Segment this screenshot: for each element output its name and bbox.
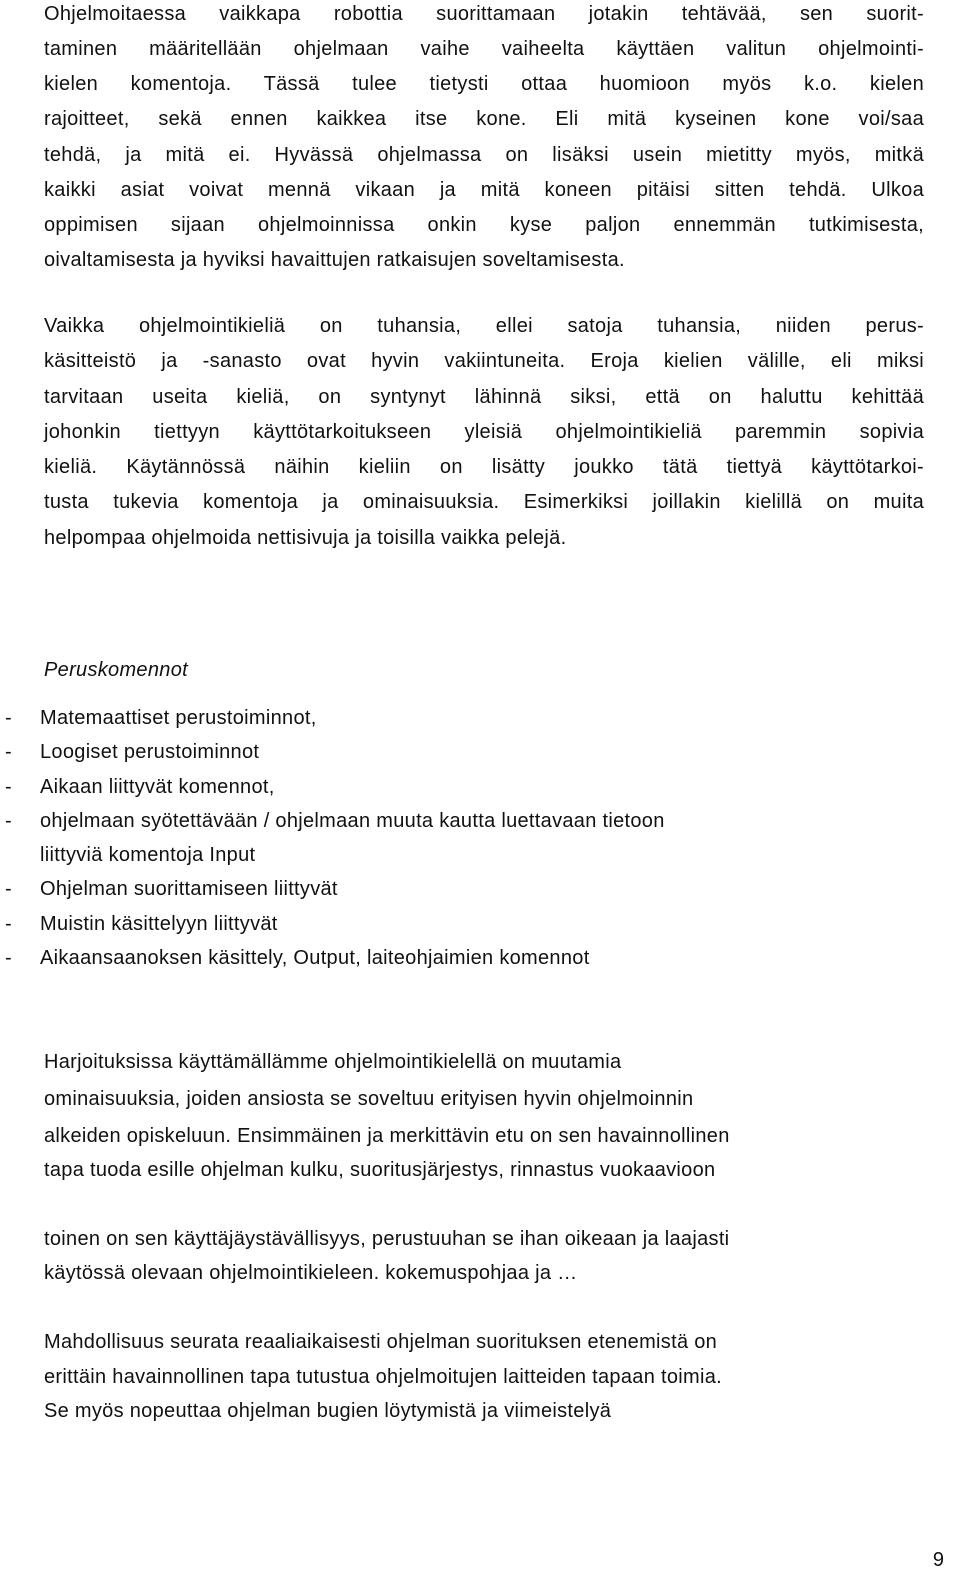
paragraph-line: kieliä. Käytännössä näihin kieliin on lisätty joukko tätä tiettyä käyttötarkoi- bbox=[44, 456, 924, 478]
paragraph-line: Vaikka ohjelmointikieliä on tuhansia, ellei satoja tuhansia, niiden perus- bbox=[44, 315, 924, 337]
paragraph-line: taminen määritellään ohjelmaan vaihe vaiheelta käyttäen valitun ohjelmointi- bbox=[44, 38, 924, 60]
paragraph-line: tarvitaan useita kieliä, on syntynyt lähinnä siksi, että on haluttu kehittää bbox=[44, 386, 924, 408]
dash-bullet: - bbox=[5, 741, 12, 763]
paragraph-line: toinen on sen käyttäjäystävällisyys, perustuuhan se ihan oikeaan ja laajasti bbox=[44, 1228, 730, 1250]
paragraph-line: Harjoituksissa käyttämällämme ohjelmointikielellä on muutamia bbox=[44, 1051, 622, 1073]
paragraph-line: helpompaa ohjelmoida nettisivuja ja toisilla vaikka pelejä. bbox=[44, 527, 567, 549]
paragraph-line: alkeiden opiskeluun. Ensimmäinen ja merkittävin etu on sen havainnollinen bbox=[44, 1125, 730, 1147]
paragraph-line: kielen komentoja. Tässä tulee tietysti ottaa huomioon myös k.o. kielen bbox=[44, 73, 924, 95]
list-item: ohjelmaan syötettävään / ohjelmaan muuta kautta luettavaan tietoon bbox=[40, 810, 665, 832]
list-item: Aikaansaanoksen käsittely, Output, laiteohjaimien komennot bbox=[40, 947, 590, 969]
list-item: Loogiset perustoiminnot bbox=[40, 741, 260, 763]
list-item: Muistin käsittelyyn liittyvät bbox=[40, 913, 278, 935]
paragraph-line: käsitteistö ja -sanasto ovat hyvin vakiintuneita. Eroja kielien välille, eli miksi bbox=[44, 350, 924, 372]
paragraph-line: oivaltamisesta ja hyviksi havaittujen ratkaisujen soveltamisesta. bbox=[44, 249, 625, 271]
dash-bullet: - bbox=[5, 947, 12, 969]
paragraph-line: Se myös nopeuttaa ohjelman bugien löytymistä ja viimeistelyä bbox=[44, 1400, 612, 1422]
paragraph-line: Ohjelmoitaessa vaikkapa robottia suorittamaan jotakin tehtävää, sen suorit- bbox=[44, 3, 924, 25]
paragraph-line: johonkin tiettyyn käyttötarkoitukseen yleisiä ohjelmointikieliä paremmin sopivia bbox=[44, 421, 924, 443]
paragraph-line: oppimisen sijaan ohjelmoinnissa onkin kyse paljon ennemmän tutkimisesta, bbox=[44, 214, 924, 236]
dash-bullet: - bbox=[5, 776, 12, 798]
dash-bullet: - bbox=[5, 810, 12, 832]
page-number: 9 bbox=[932, 1549, 944, 1571]
paragraph-line: tapa tuoda esille ohjelman kulku, suoritusjärjestys, rinnastus vuokaavioon bbox=[44, 1159, 716, 1181]
paragraph-line: tehdä, ja mitä ei. Hyvässä ohjelmassa on lisäksi usein mietitty myös, mitkä bbox=[44, 144, 924, 166]
list-item: Matemaattiset perustoiminnot, bbox=[40, 707, 317, 729]
paragraph-line: Mahdollisuus seurata reaaliaikaisesti ohjelman suorituksen etenemistä on bbox=[44, 1331, 718, 1353]
list-item: Ohjelman suorittamiseen liittyvät bbox=[40, 878, 338, 900]
paragraph-line: ominaisuuksia, joiden ansiosta se soveltuu erityisen hyvin ohjelmoinnin bbox=[44, 1088, 694, 1110]
section-heading: Peruskomennot bbox=[44, 659, 188, 681]
paragraph-line: rajoitteet, sekä ennen kaikkea itse kone. Eli mitä kyseinen kone voi/saa bbox=[44, 108, 924, 130]
list-item: Aikaan liittyvät komennot, bbox=[40, 776, 275, 798]
paragraph-line: käytössä olevaan ohjelmointikieleen. kokemuspohjaa ja … bbox=[44, 1262, 578, 1284]
paragraph-line: tusta tukevia komentoja ja ominaisuuksia. Esimerkiksi joillakin kielillä on muita bbox=[44, 491, 924, 513]
paragraph-line: kaikki asiat voivat mennä vikaan ja mitä koneen pitäisi sitten tehdä. Ulkoa bbox=[44, 179, 924, 201]
dash-bullet: - bbox=[5, 878, 12, 900]
dash-bullet: - bbox=[5, 913, 12, 935]
list-item-continuation: liittyviä komentoja Input bbox=[40, 844, 256, 866]
dash-bullet: - bbox=[5, 707, 12, 729]
paragraph-line: erittäin havainnollinen tapa tutustua ohjelmoitujen laitteiden tapaan toimia. bbox=[44, 1366, 722, 1388]
